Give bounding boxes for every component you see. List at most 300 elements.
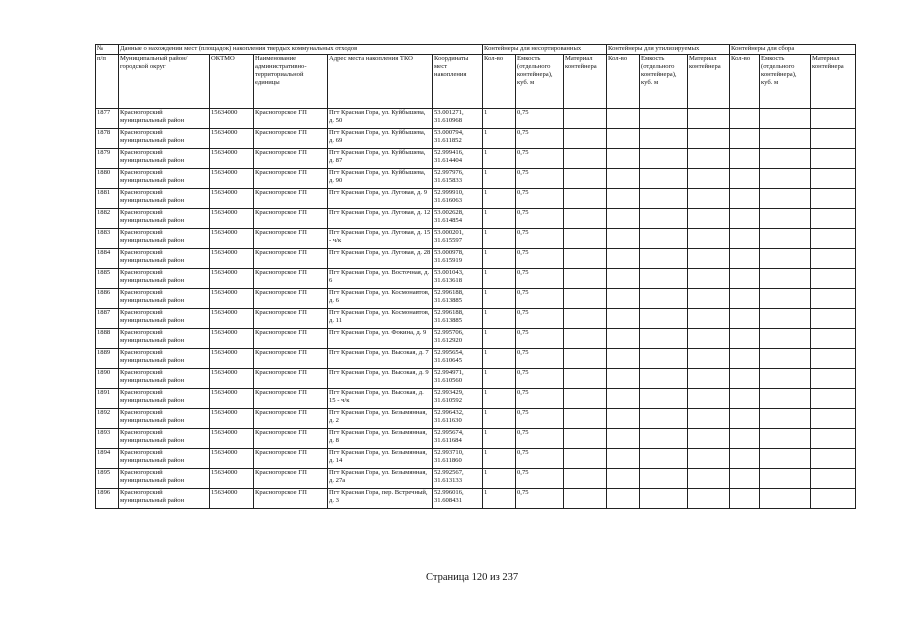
coordinates-cell: 52.997976, 31.615833	[433, 169, 483, 189]
table-row	[96, 249, 856, 269]
empty-cell	[688, 249, 730, 269]
admin-unit-cell: Красногорское ГП	[254, 209, 328, 229]
empty-cell	[811, 469, 856, 489]
oktmo-cell: 15634000	[210, 369, 254, 389]
row-number: 1881	[96, 189, 119, 209]
empty-cell	[811, 389, 856, 409]
empty-cell	[730, 269, 760, 289]
empty-cell	[760, 109, 811, 129]
empty-cell	[811, 129, 856, 149]
coordinates-cell: 53.000978, 31.615919	[433, 249, 483, 269]
empty-cell	[760, 309, 811, 329]
quantity-cell: 1	[483, 489, 516, 509]
empty-cell	[811, 189, 856, 209]
row-number: 1892	[96, 409, 119, 429]
empty-cell	[811, 249, 856, 269]
empty-cell	[564, 409, 607, 429]
coordinates-cell: 52.995654, 31.610645	[433, 349, 483, 369]
empty-cell	[688, 109, 730, 129]
capacity-cell: 0,75	[516, 189, 564, 209]
capacity-cell: 0,75	[516, 329, 564, 349]
address-cell: Пгт Красная Гора, ул. Космонавтов, д. 6	[328, 289, 433, 309]
empty-cell	[730, 169, 760, 189]
empty-cell	[564, 229, 607, 249]
row-number: 1880	[96, 169, 119, 189]
address-cell: Пгт Красная Гора, ул. Высокая, д. 7	[328, 349, 433, 369]
address-cell: Пгт Красная Гора, ул. Куйбышева, д. 69	[328, 129, 433, 149]
table-row	[96, 489, 856, 509]
address-cell: Пгт Красная Гора, ул. Луговая, д. 15 - ч/к	[328, 229, 433, 249]
empty-cell	[607, 109, 640, 129]
row-number: 1894	[96, 449, 119, 469]
empty-cell	[688, 389, 730, 409]
quantity-cell: 1	[483, 289, 516, 309]
coordinates-cell: 52.996188, 31.613885	[433, 289, 483, 309]
row-number: 1877	[96, 109, 119, 129]
quantity-cell: 1	[483, 129, 516, 149]
capacity-cell: 0,75	[516, 349, 564, 369]
empty-cell	[640, 329, 688, 349]
district-cell: Красногорский муниципальный район	[119, 189, 210, 209]
table-row	[96, 129, 856, 149]
capacity-cell: 0,75	[516, 489, 564, 509]
empty-cell	[760, 269, 811, 289]
empty-cell	[811, 409, 856, 429]
oktmo-cell: 15634000	[210, 149, 254, 169]
admin-unit-cell: Красногорское ГП	[254, 309, 328, 329]
empty-cell	[640, 129, 688, 149]
empty-cell	[564, 189, 607, 209]
empty-cell	[730, 349, 760, 369]
empty-cell	[640, 209, 688, 229]
coordinates-cell: 52.994971, 31.610560	[433, 369, 483, 389]
row-number: 1879	[96, 149, 119, 169]
empty-cell	[607, 269, 640, 289]
coordinates-cell: 52.993429, 31.610592	[433, 389, 483, 409]
empty-cell	[730, 149, 760, 169]
empty-cell	[688, 469, 730, 489]
quantity-cell: 1	[483, 249, 516, 269]
empty-cell	[688, 229, 730, 249]
empty-cell	[640, 349, 688, 369]
table-row	[96, 389, 856, 409]
empty-cell	[640, 469, 688, 489]
admin-unit-cell: Красногорское ГП	[254, 369, 328, 389]
oktmo-cell: 15634000	[210, 229, 254, 249]
coordinates-cell: 52.996016, 31.608431	[433, 489, 483, 509]
capacity-cell: 0,75	[516, 449, 564, 469]
table-row	[96, 289, 856, 309]
district-cell: Красногорский муниципальный район	[119, 409, 210, 429]
col-header-recyclable-capacity: Емкость (отдельного контейнера), куб. м	[640, 55, 688, 109]
table-row	[96, 189, 856, 209]
empty-cell	[688, 189, 730, 209]
empty-cell	[607, 129, 640, 149]
empty-cell	[607, 409, 640, 429]
col-header-admin-unit: Наименование административно-территориальной единицы	[254, 55, 328, 109]
empty-cell	[607, 309, 640, 329]
empty-cell	[607, 389, 640, 409]
district-cell: Красногорский муниципальный район	[119, 229, 210, 249]
empty-cell	[730, 429, 760, 449]
empty-cell	[730, 109, 760, 129]
empty-cell	[607, 249, 640, 269]
empty-cell	[607, 369, 640, 389]
admin-unit-cell: Красногорское ГП	[254, 289, 328, 309]
quantity-cell: 1	[483, 369, 516, 389]
empty-cell	[730, 229, 760, 249]
district-cell: Красногорский муниципальный район	[119, 149, 210, 169]
empty-cell	[640, 449, 688, 469]
empty-cell	[730, 469, 760, 489]
address-cell: Пгт Красная Гора, ул. Куйбышева, д. 90	[328, 169, 433, 189]
oktmo-cell: 15634000	[210, 289, 254, 309]
district-cell: Красногорский муниципальный район	[119, 209, 210, 229]
empty-cell	[607, 349, 640, 369]
oktmo-cell: 15634000	[210, 429, 254, 449]
empty-cell	[640, 309, 688, 329]
empty-cell	[607, 449, 640, 469]
empty-cell	[760, 469, 811, 489]
address-cell: Пгт Красная Гора, ул. Луговая, д. 28	[328, 249, 433, 269]
admin-unit-cell: Красногорское ГП	[254, 329, 328, 349]
admin-unit-cell: Красногорское ГП	[254, 429, 328, 449]
oktmo-cell: 15634000	[210, 209, 254, 229]
empty-cell	[688, 289, 730, 309]
capacity-cell: 0,75	[516, 229, 564, 249]
empty-cell	[564, 209, 607, 229]
empty-cell	[564, 389, 607, 409]
admin-unit-cell: Красногорское ГП	[254, 229, 328, 249]
empty-cell	[688, 449, 730, 469]
header-collection-containers: Контейнеры для сбора	[730, 45, 856, 55]
address-cell: Пгт Красная Гора, ул. Высокая, д. 15 - ч/к	[328, 389, 433, 409]
col-header-coordinates: Координаты мест накопления	[433, 55, 483, 109]
header-unsorted-containers: Контейнеры для несортированных	[483, 45, 607, 55]
header-location-data: Данные о нахождении мест (площадок) накопления твердых коммунальных отходов	[119, 45, 483, 55]
table-row	[96, 329, 856, 349]
district-cell: Красногорский муниципальный район	[119, 309, 210, 329]
quantity-cell: 1	[483, 189, 516, 209]
empty-cell	[640, 429, 688, 449]
admin-unit-cell: Красногорское ГП	[254, 189, 328, 209]
table-row	[96, 149, 856, 169]
empty-cell	[688, 429, 730, 449]
empty-cell	[730, 289, 760, 309]
table-body	[96, 109, 856, 509]
table-row	[96, 409, 856, 429]
district-cell: Красногорский муниципальный район	[119, 289, 210, 309]
empty-cell	[688, 269, 730, 289]
empty-cell	[760, 449, 811, 469]
admin-unit-cell: Красногорское ГП	[254, 269, 328, 289]
empty-cell	[564, 349, 607, 369]
admin-unit-cell: Красногорское ГП	[254, 489, 328, 509]
empty-cell	[607, 209, 640, 229]
empty-cell	[564, 149, 607, 169]
capacity-cell: 0,75	[516, 429, 564, 449]
empty-cell	[564, 489, 607, 509]
district-cell: Красногорский муниципальный район	[119, 169, 210, 189]
row-number: 1886	[96, 289, 119, 309]
empty-cell	[811, 209, 856, 229]
admin-unit-cell: Красногорское ГП	[254, 169, 328, 189]
empty-cell	[640, 189, 688, 209]
quantity-cell: 1	[483, 269, 516, 289]
empty-cell	[564, 129, 607, 149]
table-row	[96, 309, 856, 329]
empty-cell	[730, 369, 760, 389]
empty-cell	[564, 469, 607, 489]
address-cell: Пгт Красная Гора, ул. Безымянная, д. 14	[328, 449, 433, 469]
coordinates-cell: 52.995674, 31.611684	[433, 429, 483, 449]
header-columns-row	[96, 55, 856, 109]
empty-cell	[564, 289, 607, 309]
table-row	[96, 469, 856, 489]
quantity-cell: 1	[483, 149, 516, 169]
address-cell: Пгт Красная Гора, ул. Куйбышева, д. 50	[328, 109, 433, 129]
empty-cell	[811, 309, 856, 329]
quantity-cell: 1	[483, 109, 516, 129]
empty-cell	[564, 249, 607, 269]
coordinates-cell: 52.995706, 31.612920	[433, 329, 483, 349]
empty-cell	[640, 369, 688, 389]
empty-cell	[640, 249, 688, 269]
coordinates-cell: 52.992567, 31.613133	[433, 469, 483, 489]
capacity-cell: 0,75	[516, 389, 564, 409]
district-cell: Красногорский муниципальный район	[119, 389, 210, 409]
empty-cell	[607, 149, 640, 169]
quantity-cell: 1	[483, 449, 516, 469]
header-recyclable-containers: Контейнеры для утилизируемых	[607, 45, 730, 55]
empty-cell	[607, 489, 640, 509]
district-cell: Красногорский муниципальный район	[119, 469, 210, 489]
empty-cell	[811, 149, 856, 169]
oktmo-cell: 15634000	[210, 129, 254, 149]
col-header-address: Адрес места накопления ТКО	[328, 55, 433, 109]
district-cell: Красногорский муниципальный район	[119, 489, 210, 509]
empty-cell	[760, 129, 811, 149]
empty-cell	[564, 169, 607, 189]
empty-cell	[607, 469, 640, 489]
empty-cell	[688, 209, 730, 229]
empty-cell	[564, 369, 607, 389]
coordinates-cell: 53.001043, 31.613618	[433, 269, 483, 289]
oktmo-cell: 15634000	[210, 189, 254, 209]
district-cell: Красногорский муниципальный район	[119, 249, 210, 269]
empty-cell	[640, 289, 688, 309]
col-header-oktmo: ОКТМО	[210, 55, 254, 109]
empty-cell	[640, 229, 688, 249]
empty-cell	[811, 369, 856, 389]
quantity-cell: 1	[483, 229, 516, 249]
empty-cell	[760, 389, 811, 409]
quantity-cell: 1	[483, 409, 516, 429]
empty-cell	[564, 329, 607, 349]
capacity-cell: 0,75	[516, 249, 564, 269]
address-cell: Пгт Красная Гора, ул. Фокина, д. 9	[328, 329, 433, 349]
address-cell: Пгт Красная Гора, ул. Восточная, д. 6	[328, 269, 433, 289]
admin-unit-cell: Красногорское ГП	[254, 149, 328, 169]
address-cell: Пгт Красная Гора, ул. Космонавтов, д. 11	[328, 309, 433, 329]
coordinates-cell: 53.001271, 31.610968	[433, 109, 483, 129]
empty-cell	[760, 329, 811, 349]
row-number: 1887	[96, 309, 119, 329]
header-group-row	[96, 45, 856, 55]
admin-unit-cell: Красногорское ГП	[254, 409, 328, 429]
empty-cell	[760, 189, 811, 209]
empty-cell	[640, 269, 688, 289]
oktmo-cell: 15634000	[210, 109, 254, 129]
empty-cell	[640, 409, 688, 429]
coordinates-cell: 52.999416, 31.614404	[433, 149, 483, 169]
empty-cell	[760, 169, 811, 189]
oktmo-cell: 15634000	[210, 349, 254, 369]
address-cell: Пгт Красная Гора, ул. Луговая, д. 12	[328, 209, 433, 229]
admin-unit-cell: Красногорское ГП	[254, 349, 328, 369]
table-row	[96, 369, 856, 389]
capacity-cell: 0,75	[516, 309, 564, 329]
coordinates-cell: 53.000794, 31.611852	[433, 129, 483, 149]
coordinates-cell: 53.000201, 31.615597	[433, 229, 483, 249]
address-cell: Пгт Красная Гора, ул. Безымянная, д. 2	[328, 409, 433, 429]
empty-cell	[811, 449, 856, 469]
empty-cell	[730, 209, 760, 229]
empty-cell	[730, 309, 760, 329]
oktmo-cell: 15634000	[210, 489, 254, 509]
empty-cell	[730, 329, 760, 349]
empty-cell	[760, 229, 811, 249]
empty-cell	[811, 269, 856, 289]
empty-cell	[640, 169, 688, 189]
district-cell: Красногорский муниципальный район	[119, 329, 210, 349]
empty-cell	[688, 409, 730, 429]
capacity-cell: 0,75	[516, 269, 564, 289]
row-number: 1882	[96, 209, 119, 229]
empty-cell	[688, 349, 730, 369]
col-header-collection-capacity: Емкость (отдельного контейнера), куб. м	[760, 55, 811, 109]
row-number: 1885	[96, 269, 119, 289]
address-cell: Пгт Красная Гора, ул. Безымянная, д. 27а	[328, 469, 433, 489]
district-cell: Красногорский муниципальный район	[119, 369, 210, 389]
empty-cell	[564, 429, 607, 449]
quantity-cell: 1	[483, 389, 516, 409]
admin-unit-cell: Красногорское ГП	[254, 389, 328, 409]
empty-cell	[760, 489, 811, 509]
oktmo-cell: 15634000	[210, 389, 254, 409]
row-number: 1888	[96, 329, 119, 349]
empty-cell	[760, 249, 811, 269]
col-header-collection-qty: Кол-во	[730, 55, 760, 109]
empty-cell	[730, 389, 760, 409]
empty-cell	[640, 149, 688, 169]
empty-cell	[730, 189, 760, 209]
quantity-cell: 1	[483, 329, 516, 349]
page-number: Страница 120 из 237	[426, 572, 519, 583]
oktmo-cell: 15634000	[210, 249, 254, 269]
capacity-cell: 0,75	[516, 469, 564, 489]
oktmo-cell: 15634000	[210, 409, 254, 429]
col-header-unsorted-capacity: Емкость (отдельного контейнера), куб. м	[516, 55, 564, 109]
empty-cell	[564, 109, 607, 129]
coordinates-cell: 52.996188, 31.613885	[433, 309, 483, 329]
empty-cell	[688, 129, 730, 149]
empty-cell	[564, 309, 607, 329]
quantity-cell: 1	[483, 309, 516, 329]
row-number: 1889	[96, 349, 119, 369]
admin-unit-cell: Красногорское ГП	[254, 109, 328, 129]
empty-cell	[760, 149, 811, 169]
table-row	[96, 169, 856, 189]
empty-cell	[730, 129, 760, 149]
table-row	[96, 269, 856, 289]
header-number-sign: №	[96, 45, 119, 55]
coordinates-cell: 53.002628, 31.614854	[433, 209, 483, 229]
empty-cell	[811, 229, 856, 249]
col-header-collection-material: Материал контейнера	[811, 55, 856, 109]
capacity-cell: 0,75	[516, 129, 564, 149]
admin-unit-cell: Красногорское ГП	[254, 249, 328, 269]
oktmo-cell: 15634000	[210, 309, 254, 329]
table-row	[96, 209, 856, 229]
empty-cell	[811, 109, 856, 129]
empty-cell	[688, 309, 730, 329]
capacity-cell: 0,75	[516, 409, 564, 429]
table-row	[96, 109, 856, 129]
col-header-recyclable-material: Материал контейнера	[688, 55, 730, 109]
empty-cell	[811, 329, 856, 349]
row-number: 1884	[96, 249, 119, 269]
empty-cell	[760, 369, 811, 389]
address-cell: Пгт Красная Гора, пер. Встречный, д. 3	[328, 489, 433, 509]
admin-unit-cell: Красногорское ГП	[254, 469, 328, 489]
quantity-cell: 1	[483, 429, 516, 449]
row-number: 1896	[96, 489, 119, 509]
table-row	[96, 349, 856, 369]
coordinates-cell: 52.996432, 31.611630	[433, 409, 483, 429]
oktmo-cell: 15634000	[210, 329, 254, 349]
empty-cell	[760, 289, 811, 309]
oktmo-cell: 15634000	[210, 269, 254, 289]
col-header-unsorted-material: Материал контейнера	[564, 55, 607, 109]
col-header-unsorted-qty: Кол-во	[483, 55, 516, 109]
address-cell: Пгт Красная Гора, ул. Высокая, д. 9	[328, 369, 433, 389]
empty-cell	[811, 289, 856, 309]
oktmo-cell: 15634000	[210, 169, 254, 189]
empty-cell	[640, 389, 688, 409]
empty-cell	[688, 149, 730, 169]
empty-cell	[607, 229, 640, 249]
empty-cell	[640, 489, 688, 509]
address-cell: Пгт Красная Гора, ул. Куйбышева, д. 87	[328, 149, 433, 169]
quantity-cell: 1	[483, 469, 516, 489]
empty-cell	[730, 449, 760, 469]
empty-cell	[607, 189, 640, 209]
district-cell: Красногорский муниципальный район	[119, 429, 210, 449]
empty-cell	[564, 269, 607, 289]
empty-cell	[640, 109, 688, 129]
row-number: 1895	[96, 469, 119, 489]
col-header-district: Муниципальный район/городской округ	[119, 55, 210, 109]
oktmo-cell: 15634000	[210, 469, 254, 489]
empty-cell	[607, 429, 640, 449]
empty-cell	[811, 429, 856, 449]
row-number: 1890	[96, 369, 119, 389]
row-number: 1891	[96, 389, 119, 409]
row-number: 1878	[96, 129, 119, 149]
district-cell: Красногорский муниципальный район	[119, 269, 210, 289]
empty-cell	[688, 489, 730, 509]
